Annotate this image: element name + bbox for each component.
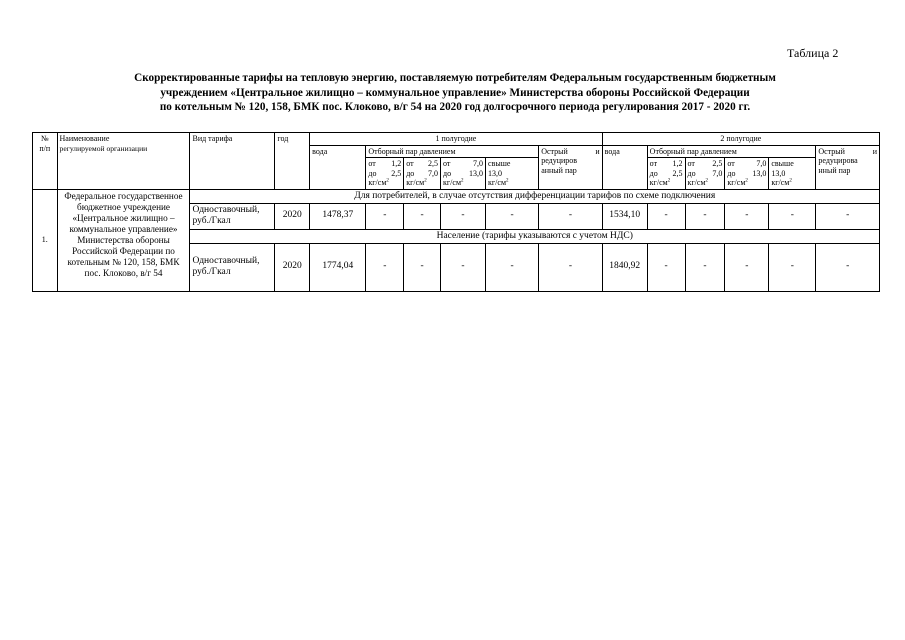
h1-steam-13-value: - <box>486 243 539 291</box>
year-cell: 2020 <box>275 243 310 291</box>
header-steam-group-h2: Отборный пар давлением <box>647 145 816 158</box>
header-steam-2-5-h2: от 2,5 до 7,0 $кг/см^2$ <box>685 158 725 190</box>
header-steam-group-h1: Отборный пар давлением <box>366 145 539 158</box>
h2-sharp-steam-value: - <box>816 243 880 291</box>
h2-steam-7-0-value: - <box>725 203 769 229</box>
h2-steam-2-5-value: - <box>685 243 725 291</box>
section-heading-consumers: Для потребителей, в случае отсутствия дифференциации тарифов по схеме подключения <box>190 189 880 203</box>
header-steam-13-h1: свыше 13,0 $кг/см^2$ <box>486 158 539 190</box>
h2-water-value: 1534,10 <box>602 203 647 229</box>
table-number-label: Таблица 2 <box>787 46 839 60</box>
section-heading-population: Население (тарифы указываются с учетом НДС) <box>190 229 880 243</box>
h1-steam-1-2-value: - <box>366 203 404 229</box>
header-half-2: 2 полугодие <box>602 133 879 146</box>
header-steam-7-0-h1: от 7,0 до 13,0 $кг/см^2$ <box>441 158 486 190</box>
h2-steam-7-0-value: - <box>725 243 769 291</box>
tariff-type-cell: Одноставочный, руб./Гкал <box>190 243 275 291</box>
h1-steam-2-5-value: - <box>404 203 441 229</box>
section-heading-row-1 <box>33 189 880 203</box>
row-number: 1. <box>33 189 58 291</box>
header-steam-2-5-h1: от 2,5 до 7,0 $кг/см^2$ <box>404 158 441 190</box>
h2-water-value: 1840,92 <box>602 243 647 291</box>
h1-water-value: 1774,04 <box>310 243 366 291</box>
header-water-h2: вода <box>602 145 647 189</box>
header-organization: Наименование регулируемой организации <box>57 133 190 190</box>
header-number: № п/п <box>33 133 58 190</box>
title-line-3: по котельным № 120, 158, БМК пос. Клоково, в/г 54 на 2020 год долгосрочного периода регулирования 2017 - 2020 гг. <box>159 101 751 113</box>
h2-steam-2-5-value: - <box>685 203 725 229</box>
h1-steam-13-value: - <box>486 203 539 229</box>
organization-name: Федеральное государственное бюджетное учреждение «Центральное жилищно – коммунальное управление» Министерства обороны Российской Федерации по котельным № 120, 158, БМК пос. Клоково, в/г 54 <box>57 189 190 291</box>
h1-steam-1-2-value: - <box>366 243 404 291</box>
h1-water-value: 1478,37 <box>310 203 366 229</box>
h1-steam-7-0-value: - <box>441 203 486 229</box>
h2-sharp-steam-value: - <box>816 203 880 229</box>
h1-steam-7-0-value: - <box>441 243 486 291</box>
h2-steam-1-2-value: - <box>647 203 685 229</box>
h2-steam-13-value: - <box>769 203 816 229</box>
title-line-2: учреждением «Центральное жилищно – коммунальное управление» Министерства обороны Российской Федерации <box>160 86 750 99</box>
header-year: год <box>275 133 310 190</box>
header-steam-13-h2: свыше 13,0 $кг/см^2$ <box>769 158 816 190</box>
title-line-1: Скорректированные тарифы на тепловую энергию, поставляемую потребителям Федеральным государственным бюджетным <box>134 72 776 84</box>
h1-steam-2-5-value: - <box>404 243 441 291</box>
header-half-1: 1 полугодие <box>310 133 603 146</box>
header-steam-1-2-h2: от 1,2 до 2,5 $кг/см^2$ <box>647 158 685 190</box>
header-steam-1-2-h1: от 1,2 до 2,5 $кг/см^2$ <box>366 158 404 190</box>
header-tariff-type: Вид тарифа <box>190 133 275 190</box>
h1-sharp-steam-value: - <box>539 203 602 229</box>
h2-steam-13-value: - <box>769 243 816 291</box>
h2-steam-1-2-value: - <box>647 243 685 291</box>
header-water-h1: вода <box>310 145 366 189</box>
document-title <box>60 71 850 115</box>
header-row-1 <box>33 133 880 146</box>
tariff-type-cell: Одноставочный, руб./Гкал <box>190 203 275 229</box>
header-steam-7-0-h2: от 7,0 до 13,0 $кг/см^2$ <box>725 158 769 190</box>
tariff-table <box>32 132 880 292</box>
header-sharp-steam-h2: Острый и редуцирова нный пар <box>816 145 880 189</box>
header-sharp-steam-h1: Острый и редуциров анный пар <box>539 145 602 189</box>
year-cell: 2020 <box>275 203 310 229</box>
h1-sharp-steam-value: - <box>539 243 602 291</box>
